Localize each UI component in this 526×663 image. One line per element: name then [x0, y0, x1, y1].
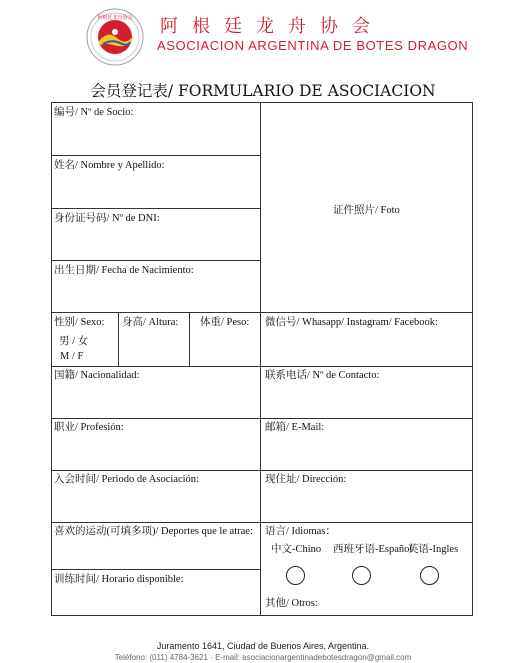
field-altura[interactable]: 身高/ Altura:: [122, 317, 179, 328]
sexo-option-es[interactable]: M / F: [60, 351, 84, 362]
row-divider: [51, 366, 473, 367]
org-name-cn: 阿根廷龙舟协会: [160, 16, 384, 37]
field-otros[interactable]: 其他/ Otros:: [265, 598, 318, 609]
idioma-chino-radio[interactable]: [286, 566, 305, 585]
field-dni[interactable]: 身份证号码/ Nº de DNI:: [54, 213, 160, 224]
org-name-es: ASOCIACION ARGENTINA DE BOTES DRAGON: [157, 38, 469, 53]
form-center-divider: [260, 102, 261, 616]
field-direccion[interactable]: 现住址/ Dirección:: [265, 474, 347, 485]
row-divider: [51, 208, 261, 209]
row-divider: [51, 260, 261, 261]
cell-divider: [118, 312, 119, 366]
field-contacto[interactable]: 联系电话/ Nº de Contacto:: [265, 370, 380, 381]
field-profesion[interactable]: 职业/ Profesión:: [54, 422, 124, 433]
form-border-bottom: [51, 615, 473, 616]
idioma-espanol-label: 西班牙语-Español: [333, 544, 413, 555]
row-divider: [51, 470, 473, 471]
form-title: 会员登记表/ FORMULARIO DE ASOCIACION: [90, 82, 436, 100]
cell-divider: [189, 312, 190, 366]
footer-address: Juramento 1641, Ciudad de Buenos Aires, Argentina.: [156, 641, 370, 651]
field-idiomas[interactable]: 语言/ Idiomas：: [265, 526, 336, 537]
field-redes[interactable]: 微信号/ Whasapp/ Instagram/ Facebook:: [265, 317, 438, 328]
footer-contact: Teléfono: (011) 4784-3621 · E-mail: asociacionargentinadebotesdragon@gmail.com: [114, 653, 412, 662]
field-foto[interactable]: 证件照片/ Foto: [333, 205, 400, 216]
row-divider: [51, 418, 473, 419]
form-border-top: [51, 102, 473, 103]
form-border-left: [51, 102, 52, 616]
header: [0, 0, 526, 70]
idioma-espanol-radio[interactable]: [352, 566, 371, 585]
field-nombre[interactable]: 姓名/ Nombre y Apellido:: [54, 160, 165, 171]
field-deportes[interactable]: 喜欢的运动(可填多项)/ Deportes que le atrae:: [54, 526, 253, 537]
row-divider: [51, 522, 473, 523]
field-nacionalidad[interactable]: 国籍/ Nacionalidad:: [54, 370, 140, 381]
svg-text:阿根廷龙舟协会: 阿根廷龙舟协会: [97, 15, 133, 21]
club-logo-icon: [86, 8, 144, 66]
registration-form: [51, 102, 473, 616]
field-nacimiento[interactable]: 出生日期/ Fecha de Nacimiento:: [54, 265, 194, 276]
field-email[interactable]: 邮箱/ E-Mail:: [265, 422, 325, 433]
field-periodo[interactable]: 入会时间/ Periodo de Asociación:: [54, 474, 199, 485]
field-peso[interactable]: 体重/ Peso:: [200, 317, 250, 328]
field-sexo[interactable]: 性别/ Sexo:: [54, 317, 105, 328]
row-divider: [51, 155, 261, 156]
field-horario[interactable]: 训练时间/ Horario disponible:: [54, 574, 184, 585]
row-divider: [51, 569, 261, 570]
idioma-ingles-label: 英语-Ingles: [408, 544, 459, 555]
row-divider: [51, 312, 473, 313]
form-border-right: [472, 102, 473, 616]
field-socio[interactable]: 编号/ Nº de Socio:: [54, 107, 134, 118]
sexo-option-cn[interactable]: 男 / 女: [59, 336, 89, 347]
idioma-ingles-radio[interactable]: [420, 566, 439, 585]
idioma-chino-label: 中文-Chino: [271, 544, 322, 555]
